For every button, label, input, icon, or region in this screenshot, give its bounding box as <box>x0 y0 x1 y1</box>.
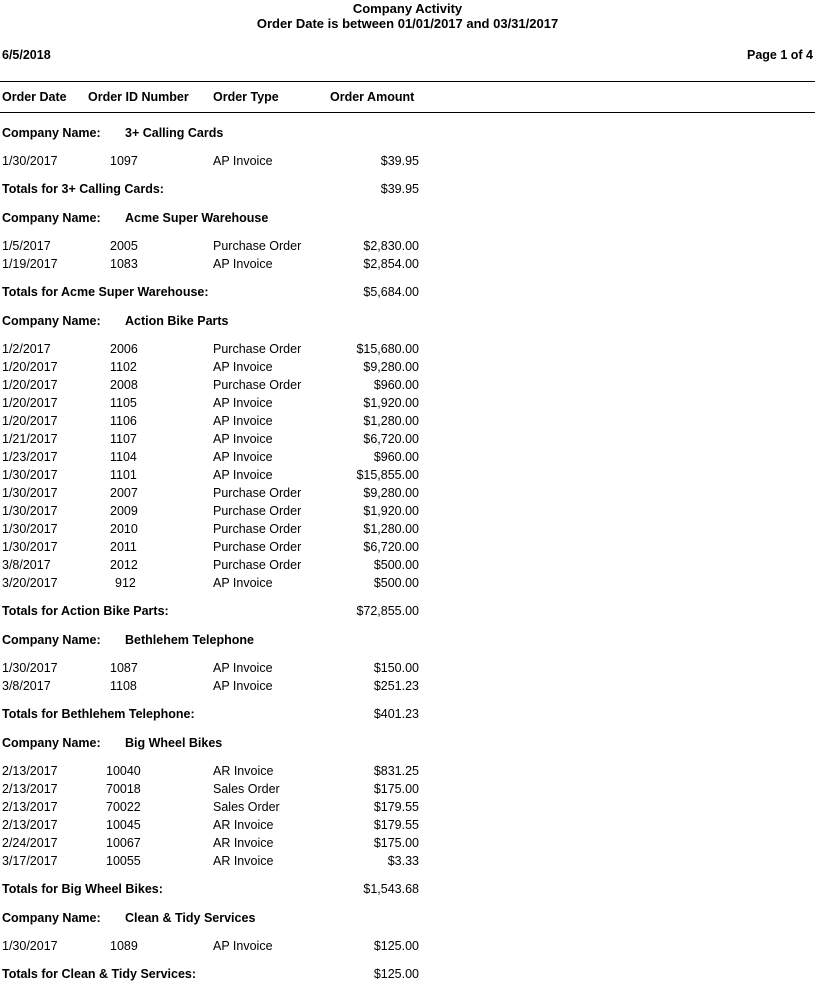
company-total-label: Totals for Clean & Tidy Services: <box>2 967 197 981</box>
col-header-amount: Order Amount <box>330 90 415 104</box>
order-id: 2009 <box>110 504 138 518</box>
order-amount: $1,280.00 <box>363 414 419 428</box>
order-id: 1104 <box>110 450 137 464</box>
order-type: Purchase Order <box>213 378 302 392</box>
order-date: 2/24/2017 <box>2 836 58 850</box>
order-amount: $1,920.00 <box>363 504 419 518</box>
order-amount: $150.00 <box>373 661 419 675</box>
order-amount: $2,854.00 <box>363 257 419 271</box>
order-type: AR Invoice <box>213 764 274 778</box>
company-name: Action Bike Parts <box>125 314 229 328</box>
company-total-amount: $125.00 <box>373 967 419 981</box>
order-id: 1102 <box>110 360 137 374</box>
company-name: Clean & Tidy Services <box>125 911 256 925</box>
order-amount: $2,830.00 <box>363 239 419 253</box>
order-id: 2007 <box>110 486 138 500</box>
order-type: AR Invoice <box>213 818 274 832</box>
order-type: AR Invoice <box>213 854 274 868</box>
order-amount: $39.95 <box>380 154 419 168</box>
order-amount: $175.00 <box>373 782 419 796</box>
order-type: AP Invoice <box>213 939 273 953</box>
order-type: AP Invoice <box>213 154 273 168</box>
order-date: 3/20/2017 <box>2 576 58 590</box>
order-date: 3/17/2017 <box>2 854 58 868</box>
order-date: 1/30/2017 <box>2 661 58 675</box>
order-amount: $9,280.00 <box>363 486 419 500</box>
order-type: AP Invoice <box>213 576 273 590</box>
order-amount: $500.00 <box>373 576 419 590</box>
print-date: 6/5/2018 <box>2 48 51 62</box>
order-type: AP Invoice <box>213 414 273 428</box>
order-amount: $179.55 <box>373 800 419 814</box>
order-id: 1108 <box>110 679 137 693</box>
order-date: 1/30/2017 <box>2 504 58 518</box>
order-id: 2006 <box>110 342 138 356</box>
order-id: 10045 <box>106 818 141 832</box>
order-type: Purchase Order <box>213 558 302 572</box>
col-header-type: Order Type <box>213 90 279 104</box>
order-type: AP Invoice <box>213 360 273 374</box>
company-name-label: Company Name: <box>2 736 101 750</box>
order-amount: $15,680.00 <box>356 342 419 356</box>
order-date: 1/20/2017 <box>2 378 58 392</box>
company-name-label: Company Name: <box>2 911 101 925</box>
order-type: Purchase Order <box>213 342 302 356</box>
order-amount: $1,280.00 <box>363 522 419 536</box>
company-total-label: Totals for Acme Super Warehouse: <box>2 285 209 299</box>
order-date: 1/30/2017 <box>2 486 58 500</box>
order-id: 10067 <box>106 836 141 850</box>
order-date: 2/13/2017 <box>2 782 58 796</box>
order-amount: $9,280.00 <box>363 360 419 374</box>
order-date: 1/20/2017 <box>2 396 58 410</box>
order-amount: $500.00 <box>373 558 419 572</box>
col-header-id: Order ID Number <box>88 90 189 104</box>
order-id: 2010 <box>110 522 138 536</box>
report-title: Company Activity <box>352 1 463 16</box>
order-date: 1/30/2017 <box>2 154 58 168</box>
order-id: 1107 <box>110 432 137 446</box>
order-amount: $960.00 <box>373 378 419 392</box>
company-name: Bethlehem Telephone <box>125 633 254 647</box>
company-name-label: Company Name: <box>2 633 101 647</box>
order-id: 70022 <box>106 800 141 814</box>
order-amount: $3.33 <box>387 854 419 868</box>
order-amount: $125.00 <box>373 939 419 953</box>
order-amount: $6,720.00 <box>363 432 419 446</box>
company-total-label: Totals for 3+ Calling Cards: <box>2 182 164 196</box>
company-name-label: Company Name: <box>2 314 101 328</box>
header-bottom-rule <box>0 112 815 113</box>
order-amount: $175.00 <box>373 836 419 850</box>
order-type: Purchase Order <box>213 540 302 554</box>
order-id: 10055 <box>106 854 141 868</box>
order-id: 2012 <box>110 558 138 572</box>
order-id: 1087 <box>110 661 138 675</box>
order-date: 1/2/2017 <box>2 342 51 356</box>
order-type: Purchase Order <box>213 522 302 536</box>
company-total-amount: $5,684.00 <box>363 285 419 299</box>
company-total-amount: $39.95 <box>380 182 419 196</box>
order-type: Purchase Order <box>213 239 302 253</box>
order-type: AP Invoice <box>213 468 273 482</box>
company-name-label: Company Name: <box>2 211 101 225</box>
company-name: Big Wheel Bikes <box>125 736 223 750</box>
page-number: Page 1 of 4 <box>747 48 813 62</box>
order-id: 912 <box>115 576 136 590</box>
company-total-label: Totals for Action Bike Parts: <box>2 604 169 618</box>
company-name: 3+ Calling Cards <box>125 126 224 140</box>
order-type: AP Invoice <box>213 679 273 693</box>
order-date: 3/8/2017 <box>2 558 51 572</box>
order-date: 1/30/2017 <box>2 540 58 554</box>
order-type: AP Invoice <box>213 661 273 675</box>
order-date: 1/30/2017 <box>2 468 58 482</box>
order-amount: $6,720.00 <box>363 540 419 554</box>
order-type: AP Invoice <box>213 257 273 271</box>
order-type: AP Invoice <box>213 432 273 446</box>
company-total-amount: $1,543.68 <box>363 882 419 896</box>
order-id: 2011 <box>110 540 137 554</box>
order-date: 1/20/2017 <box>2 360 58 374</box>
order-date: 1/30/2017 <box>2 522 58 536</box>
order-type: AP Invoice <box>213 450 273 464</box>
order-date: 1/23/2017 <box>2 450 58 464</box>
order-id: 70018 <box>106 782 141 796</box>
order-id: 2008 <box>110 378 138 392</box>
order-amount: $1,920.00 <box>363 396 419 410</box>
order-amount: $251.23 <box>373 679 419 693</box>
order-id: 1106 <box>110 414 137 428</box>
order-date: 1/19/2017 <box>2 257 58 271</box>
order-date: 2/13/2017 <box>2 800 58 814</box>
company-name: Acme Super Warehouse <box>125 211 269 225</box>
company-total-label: Totals for Bethlehem Telephone: <box>2 707 195 721</box>
company-total-label: Totals for Big Wheel Bikes: <box>2 882 163 896</box>
order-type: Sales Order <box>213 782 280 796</box>
order-type: Purchase Order <box>213 504 302 518</box>
order-date: 1/20/2017 <box>2 414 58 428</box>
order-date: 1/5/2017 <box>2 239 51 253</box>
order-amount: $831.25 <box>373 764 419 778</box>
order-amount: $15,855.00 <box>356 468 419 482</box>
order-date: 2/13/2017 <box>2 764 58 778</box>
order-id: 1089 <box>110 939 138 953</box>
order-type: AR Invoice <box>213 836 274 850</box>
order-id: 10040 <box>106 764 141 778</box>
company-name-label: Company Name: <box>2 126 101 140</box>
report-subtitle: Order Date is between 01/01/2017 and 03/31/2017 <box>256 16 559 31</box>
order-amount: $960.00 <box>373 450 419 464</box>
col-header-date: Order Date <box>2 90 67 104</box>
order-id: 1083 <box>110 257 138 271</box>
order-date: 1/21/2017 <box>2 432 58 446</box>
order-date: 1/30/2017 <box>2 939 58 953</box>
company-total-amount: $72,855.00 <box>356 604 419 618</box>
company-total-amount: $401.23 <box>373 707 419 721</box>
header-top-rule <box>0 81 815 82</box>
order-id: 1097 <box>110 154 138 168</box>
order-id: 1105 <box>110 396 137 410</box>
order-type: Purchase Order <box>213 486 302 500</box>
order-amount: $179.55 <box>373 818 419 832</box>
order-date: 2/13/2017 <box>2 818 58 832</box>
order-type: AP Invoice <box>213 396 273 410</box>
order-type: Sales Order <box>213 800 280 814</box>
order-id: 1101 <box>110 468 137 482</box>
order-id: 2005 <box>110 239 138 253</box>
order-date: 3/8/2017 <box>2 679 51 693</box>
